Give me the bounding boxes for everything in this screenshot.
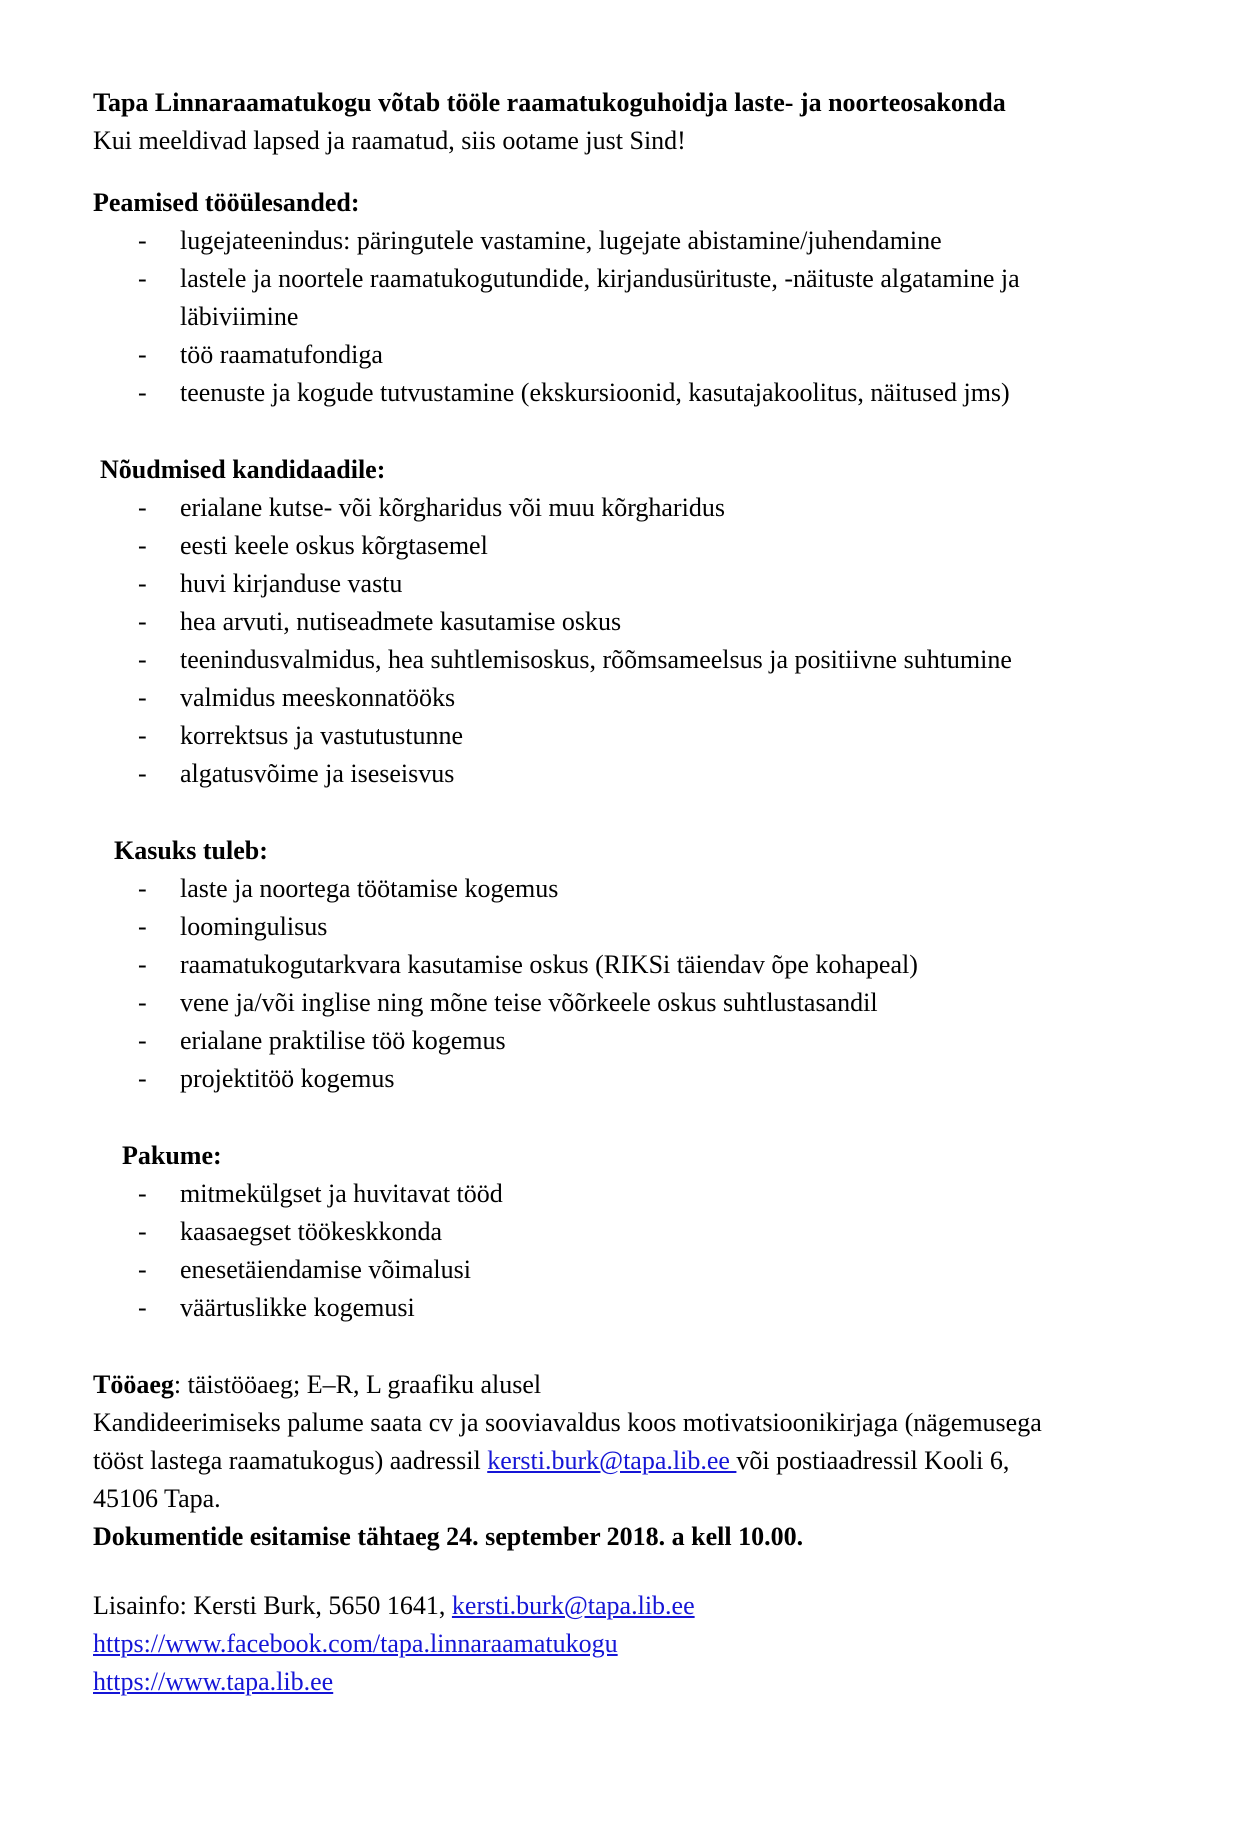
list-dash: - (138, 1179, 147, 1208)
advantage-item: erialane praktilise töö kogemus (180, 1026, 506, 1055)
worktime-value: : täistööaeg; E–R, L graafiku alusel (173, 1370, 542, 1399)
apply-text: või postiaadressil Kooli 6, (736, 1446, 1010, 1475)
task-item: lastele ja noortele raamatukogutundide, kirjandusürituste, -näituste algatamine ja (180, 264, 1020, 293)
list-dash: - (138, 264, 147, 293)
offer-item: väärtuslikke kogemusi (180, 1293, 415, 1322)
list-dash: - (138, 493, 147, 522)
page-subtitle: Kui meeldivad lapsed ja raamatud, siis ootame just Sind! (93, 126, 686, 155)
page-title: Tapa Linnaraamatukogu võtab tööle raamatukoguhoidja laste- ja noorteosakonda (93, 88, 1006, 117)
offer-item: kaasaegset töökeskkonda (180, 1217, 443, 1246)
requirement-item: huvi kirjanduse vastu (180, 569, 403, 598)
facebook-link[interactable]: https://www.facebook.com/tapa.linnaraamatukogu (93, 1629, 618, 1658)
list-dash: - (138, 1026, 147, 1055)
task-item: lugejateenindus: päringutele vastamine, lugejate abistamine/juhendamine (180, 226, 942, 255)
list-dash: - (138, 340, 147, 369)
list-dash: - (138, 1217, 147, 1246)
worktime-label: Tööaeg (93, 1370, 174, 1399)
advantages-heading: Kasuks tuleb: (114, 836, 268, 865)
task-item: teenuste ja kogude tutvustamine (ekskursioonid, kasutajakoolitus, näitused jms) (180, 378, 1010, 407)
offer-item: mitmekülgset ja huvitavat tööd (180, 1179, 503, 1208)
requirement-item: korrektsus ja vastutustunne (180, 721, 464, 750)
contact-info-text: Lisainfo: Kersti Burk, 5650 1641, (93, 1591, 452, 1620)
list-dash: - (138, 531, 147, 560)
advantage-item: laste ja noortega töötamise kogemus (180, 874, 559, 903)
advantage-item: projektitöö kogemus (180, 1064, 395, 1093)
requirement-item: hea arvuti, nutiseadmete kasutamise oskus (180, 607, 622, 636)
list-dash: - (138, 645, 147, 674)
list-dash: - (138, 607, 147, 636)
list-dash: - (138, 226, 147, 255)
task-item: töö raamatufondiga (180, 340, 383, 369)
apply-text-line: Kandideerimiseks palume saata cv ja sooviavaldus koos motivatsioonikirjaga (nägemusega (93, 1408, 1042, 1437)
requirement-item: eesti keele oskus kõrgtasemel (180, 531, 488, 560)
website-link-line (93, 1663, 333, 1701)
advantage-item: loomingulisus (180, 912, 328, 941)
list-dash: - (138, 569, 147, 598)
list-dash: - (138, 683, 147, 712)
worktime-line (93, 1366, 541, 1404)
list-dash: - (138, 378, 147, 407)
advantage-item: vene ja/või inglise ning mõne teise võõrkeele oskus suhtlustasandil (180, 988, 878, 1017)
list-dash: - (138, 1064, 147, 1093)
list-dash: - (138, 988, 147, 1017)
list-dash: - (138, 721, 147, 750)
tasks-heading: Peamised tööülesanded: (93, 188, 360, 217)
contact-email-link[interactable]: kersti.burk@tapa.lib.ee (451, 1591, 695, 1620)
apply-text: tööst lastega raamatukogus) aadressil (93, 1446, 488, 1475)
list-dash: - (138, 950, 147, 979)
list-dash: - (138, 874, 147, 903)
apply-email-link[interactable]: kersti.burk@tapa.lib.ee (487, 1446, 737, 1475)
facebook-link-line (93, 1625, 618, 1663)
list-dash: - (138, 1293, 147, 1322)
apply-address-line (93, 1442, 1009, 1480)
list-dash: - (138, 1255, 147, 1284)
list-dash: - (138, 759, 147, 788)
requirements-heading: Nõudmised kandidaadile: (100, 455, 386, 484)
requirement-item: teenindusvalmidus, hea suhtlemisoskus, rõõmsameelsus ja positiivne suhtumine (180, 645, 1012, 674)
contact-info-line (93, 1587, 695, 1625)
requirement-item: erialane kutse- või kõrgharidus või muu kõrgharidus (180, 493, 725, 522)
advantage-item: raamatukogutarkvara kasutamise oskus (RIKSi täiendav õpe kohapeal) (180, 950, 918, 979)
requirement-item: valmidus meeskonnatööks (180, 683, 456, 712)
website-link[interactable]: https://www.tapa.lib.ee (93, 1667, 334, 1696)
offer-heading: Pakume: (122, 1141, 222, 1170)
apply-postal-line: 45106 Tapa. (93, 1484, 221, 1513)
requirement-item: algatusvõime ja iseseisvus (180, 759, 455, 788)
deadline-text: Dokumentide esitamise tähtaeg 24. september 2018. a kell 10.00. (93, 1522, 804, 1551)
offer-item: enesetäiendamise võimalusi (180, 1255, 471, 1284)
task-item-continuation: läbiviimine (180, 302, 299, 331)
list-dash: - (138, 912, 147, 941)
